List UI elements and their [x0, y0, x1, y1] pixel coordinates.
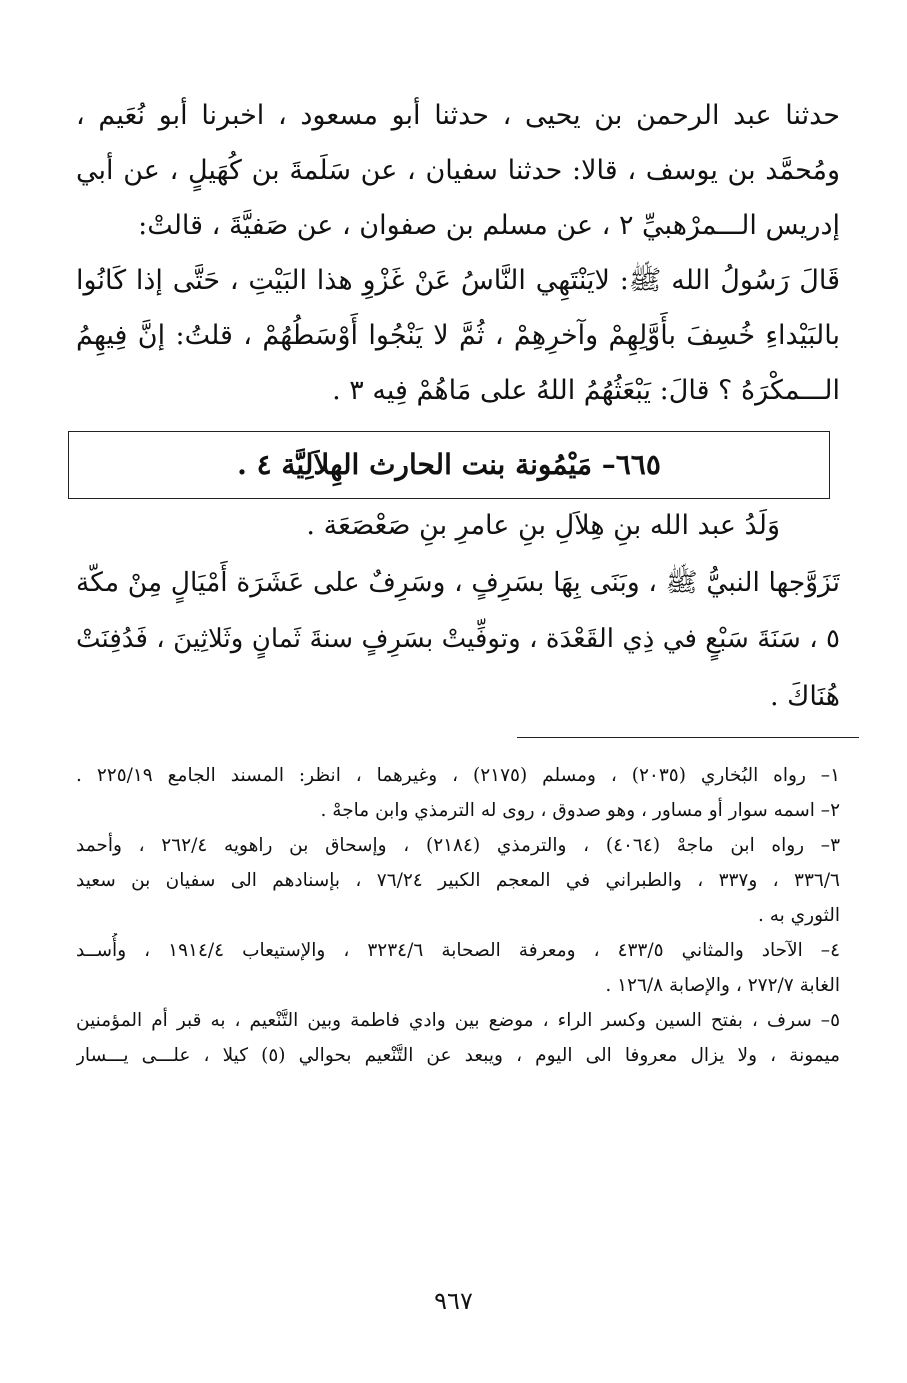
- entry-heading-text: ٦٦٥– مَيْمُونة بنت الحارث الهِلاَلِيَّة ٤ .: [237, 448, 661, 481]
- footnote-line: ميمونة ، ولا يزال معروفا الى اليوم ، ويبعد عن التَّنْعيم بحوالي (٥) كيلا ، علـــى يـــسار: [76, 1045, 840, 1066]
- hadith-text: [76, 88, 840, 418]
- footnote-line: ٣– رواه ابن ماجهْ (٤٠٦٤) ، والترمذي (٢١٨٤) ، وإسحاق بن راهويه ٢٦٢/٤ ، وأحمد: [76, 835, 840, 856]
- footnote-line: الثوري به .: [757, 905, 840, 926]
- footnote-line: ١– رواه البُخاري (٢٠٣٥) ، ومسلم (٢١٧٥) ، وغيرهما ، انظر: المسند الجامع ٢٢٥/١٩ .: [76, 765, 840, 786]
- footnote-line: ٣٣٦/٦ ، و٣٣٧ ، والطبراني في المعجم الكبير ٧٦/٢٤ ، بإسنادهم الى سفيان بن سعيد: [76, 870, 840, 891]
- footnote-line: ٢– اسمه سوار أو مساور ، وهو صدوق ، روى له الترمذي وابن ماجهْ .: [320, 800, 840, 821]
- footnote-line: ٤– الآحاد والمثاني ٤٣٣/٥ ، ومعرفة الصحابة ٣٢٣٤/٦ ، والإستيعاب ١٩١٤/٤ ، وأُســد: [76, 940, 840, 961]
- footnote-line: ٥– سرف ، بفتح السين وكسر الراء ، موضع بين وادي فاطمة وبين التَّنْعيم ، به قبر أم المؤمنين: [76, 1010, 840, 1031]
- biography-text: [76, 497, 840, 725]
- hadith-line: الـــمكْرَهُ ؟ قالَ: يَبْعَثُهُمُ اللهُ على مَاهُمْ فِيه ٣ .: [332, 375, 840, 406]
- hadith-line: ومُحمَّد بن يوسف ، قالا: حدثنا سفيان ، عن سَلَمةَ بن كُهَيلٍ ، عن أبي: [76, 155, 840, 186]
- biography-line: وَلَدُ عبد الله بنِ هِلاَلِ بنِ عامرِ بنِ صَعْصَعَة .: [306, 510, 780, 541]
- page-number: ٩٦٧: [434, 1287, 473, 1315]
- hadith-line: إدريس الـــمرْهبيِّ ٢ ، عن مسلم بن صفوان ، عن صَفيَّةَ ، قالتْ:: [138, 210, 840, 241]
- footnote-line: الغابة ٢٧٢/٧ ، والإصابة ١٢٦/٨ .: [605, 975, 840, 996]
- hadith-line: حدثنا عبد الرحمن بن يحيى ، حدثنا أبو مسعود ، اخبرنا أبو نُعَيم ،: [76, 100, 840, 131]
- biography-line: هُنَاكَ .: [769, 681, 840, 712]
- footnote-separator: [517, 737, 859, 738]
- hadith-line: قَالَ رَسُولُ الله ﷺ: لايَنْتَهِي النَّاسُ عَنْ غَزْوِ هذا البَيْتِ ، حَتَّى إذا كَانُوا: [76, 265, 840, 296]
- biography-line: تَزَوَّجها النبيُّ ﷺ ، وبَنَى بِهَا بسَرِفٍ ، وسَرِفٌ على عَشَرَة أَمْيَالٍ مِنْ مكّة: [76, 567, 840, 598]
- hadith-line: بالبَيْداءِ خُسِفَ بأَوَّلِهِمْ وآخرِهِمْ ، ثُمَّ لا يَنْجُوا أَوْسَطُهُمْ ، قلتُ: إنَّ فِيهِمُ: [76, 320, 840, 351]
- footnotes: [76, 758, 840, 1073]
- entry-heading: [68, 431, 830, 499]
- biography-line: ٥ ، سَنَةَ سَبْعٍ في ذِي القَعْدَة ، وتوفِّيتْ بسَرِفٍ سنةَ ثَمانٍ وثَلاثِينَ ، فَدُفِنَتْ: [76, 624, 840, 654]
